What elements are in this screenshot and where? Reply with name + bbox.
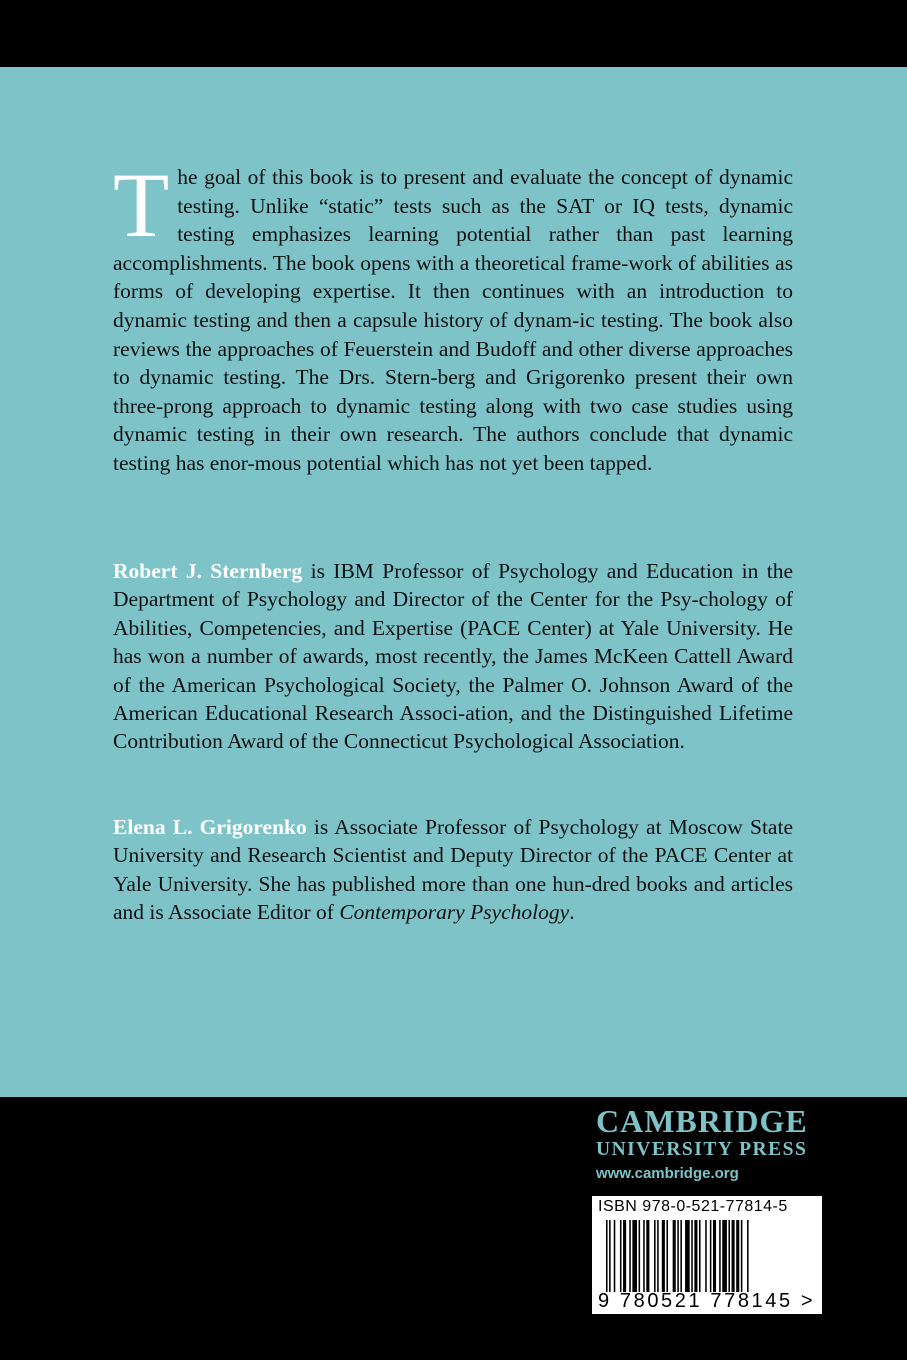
- author-bio-text: is IBM Professor of Psychology and Education in the Department of Psychology and Director of the Center for the Psy-chology of Abilities, Competencies, and Expertise (PACE Center) at Yale University. He has won a number of awards, most recently, the James McKeen Cattell Award of the American Psychological Society, the Palmer O. Johnson Award of the American Educational Research Associ-ation, and the Distinguished Lifetime Contribution Award of the Connecticut Psychological Association.: [113, 559, 793, 754]
- author-name: Robert J. Sternberg: [113, 559, 303, 583]
- barcode-bar: [654, 1220, 656, 1292]
- barcode-bar: [722, 1220, 727, 1292]
- publisher-name: CAMBRIDGE: [596, 1103, 808, 1139]
- barcode-bar: [694, 1220, 697, 1292]
- barcode-digits: 9 780521 778145 >: [598, 1290, 816, 1312]
- barcode-bars: [606, 1220, 806, 1292]
- barcode-bar: [732, 1220, 735, 1292]
- description-text: he goal of this book is to present and evaluate the concept of dynamic testing. Unlike “static” tests such as the SAT or IQ tests, dynamic testing emphasizes learning potential rather than past learning accomplishments. The book opens with a theoretical frame-work of abilities as forms of developing expertise. It then continues with an introduction to dynamic testing and then a capsule history of dynam-ic testing. The book also reviews the approaches of Feuerstein and Budoff and other diverse approaches to dynamic testing. The Drs. Stern-berg and Grigorenko present their own three-prong approach to dynamic testing along with two case studies using dynamic testing in their own research. The authors conclude that dynamic testing has enor-mous potential which has not yet been tapped.: [113, 165, 793, 475]
- barcode-bar: [691, 1220, 693, 1292]
- author-name: Elena L. Grigorenko: [113, 815, 307, 839]
- isbn-barcode: [592, 1196, 822, 1314]
- barcode-bar: [614, 1220, 616, 1292]
- barcode-bar: [666, 1220, 668, 1292]
- publisher-subtitle: UNIVERSITY PRESS: [596, 1139, 808, 1160]
- bio-end: .: [569, 900, 575, 925]
- publisher-logo: [596, 1103, 826, 1182]
- barcode-bar: [673, 1220, 676, 1292]
- isbn-label: ISBN 978-0-521-77814-5: [598, 1198, 788, 1215]
- back-cover-panel: [0, 67, 907, 1097]
- publisher-url[interactable]: www.cambridge.org: [596, 1165, 739, 1182]
- barcode-bar: [736, 1220, 739, 1292]
- barcode-bar: [646, 1220, 649, 1292]
- barcode-bar: [728, 1220, 730, 1292]
- barcode-bar: [657, 1220, 659, 1292]
- barcode-bar: [643, 1220, 645, 1292]
- barcode-bar: [680, 1220, 682, 1292]
- barcode-bar: [685, 1220, 690, 1292]
- author-bio-text: is Associate Professor of Psychology at Moscow State University and Research Scientist and Deputy Director of the PACE Center at Yale University. She has published more than one hun-dred books and articles and is Associate Editor of: [113, 815, 793, 925]
- drop-cap: T: [113, 154, 170, 256]
- barcode-bar: [677, 1220, 679, 1292]
- barcode-bar: [705, 1220, 707, 1292]
- top-black-band: [0, 0, 907, 67]
- barcode-bar: [710, 1220, 712, 1292]
- barcode-bar: [609, 1220, 611, 1292]
- barcode-bar: [713, 1220, 716, 1292]
- barcode-bar: [699, 1220, 701, 1292]
- barcode-bar: [620, 1220, 622, 1292]
- barcode-bar: [629, 1220, 631, 1292]
- journal-title: Contemporary Psychology: [339, 900, 570, 925]
- barcode-bar: [606, 1220, 608, 1292]
- barcode-bar: [662, 1220, 665, 1292]
- barcode-bar: [639, 1220, 641, 1292]
- barcode-bar: [747, 1220, 749, 1292]
- barcode-bar: [719, 1220, 721, 1292]
- author-bio-sternberg: [113, 557, 793, 756]
- author-bio-grigorenko: [113, 813, 793, 927]
- barcode-bar: [623, 1220, 626, 1292]
- barcode-bar: [632, 1220, 637, 1292]
- book-description: [113, 154, 793, 478]
- barcode-bar: [741, 1220, 743, 1292]
